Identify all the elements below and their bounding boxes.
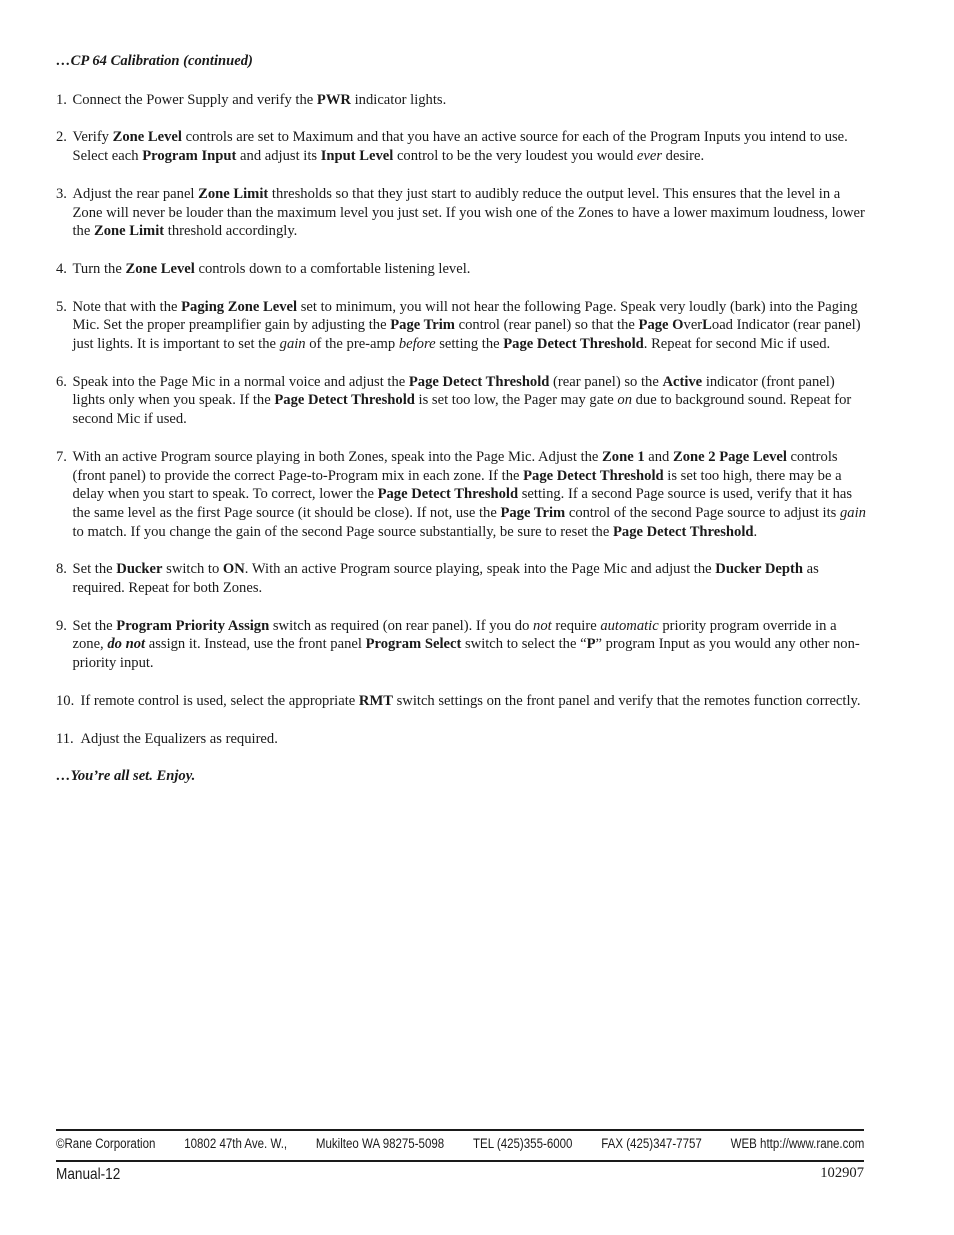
bold-term: Program Select <box>365 636 462 653</box>
step-item <box>56 185 866 241</box>
plain-text: to match. If you change the gain of the second Page source substantially, be sure to reset the <box>72 523 613 540</box>
calibration-steps <box>56 91 866 749</box>
plain-text: threshold accordingly. <box>164 223 298 240</box>
plain-text: and <box>644 448 673 465</box>
bold-term: Page Trim <box>500 504 566 521</box>
plain-text: control to be the very loudest you would <box>393 148 637 165</box>
bold-term: Zone 1 <box>602 448 645 465</box>
step-item <box>56 617 866 673</box>
bold-term: Zone Level <box>125 260 195 277</box>
plain-text: is set too low, the Pager may gate <box>414 392 618 409</box>
step-number: 11. <box>56 730 74 747</box>
document-code: 102907 <box>820 1165 864 1181</box>
plain-text: priority program override in a zone, <box>72 617 837 653</box>
bold-term: P <box>586 636 596 653</box>
plain-text: . <box>753 523 758 540</box>
section-heading: …CP 64 Calibration (continued) <box>56 53 253 69</box>
italic-term: gain <box>279 336 306 353</box>
plain-text: Turn the <box>72 260 126 277</box>
footer-contact-line <box>56 1136 864 1151</box>
italic-term: automatic <box>600 617 659 634</box>
step-text <box>73 692 867 711</box>
plain-text: indicator lights. <box>350 91 447 108</box>
bold-term: Program Input <box>142 148 237 165</box>
bold-term: Input Level <box>320 148 394 165</box>
footer-rule-bottom <box>56 1160 864 1162</box>
footer-city: Mukilteo WA 98275-5098 <box>315 1136 445 1151</box>
plain-text: . Repeat for second Mic if used. <box>643 336 831 353</box>
step-number: 1. <box>56 91 67 108</box>
plain-text: Adjust the Equalizers as required. <box>80 730 278 747</box>
step-number: 8. <box>56 561 67 578</box>
bold-term: Program Priority Assign <box>116 617 270 634</box>
plain-text: controls down to a comfortable listening level. <box>194 260 471 277</box>
italic-term: gain <box>839 504 866 521</box>
plain-text: indicator (front panel) lights only when you speak. If the <box>72 373 835 409</box>
step-number: 10. <box>56 692 75 709</box>
step-item <box>56 692 866 711</box>
step-text <box>73 298 867 354</box>
step-number: 6. <box>56 373 67 390</box>
step-item <box>56 730 866 749</box>
plain-text: Set the <box>72 561 117 578</box>
step-item <box>56 373 866 429</box>
bold-italic-term: do not <box>107 636 146 653</box>
plain-text: and adjust its <box>236 148 321 165</box>
footer-fax: FAX (425)347-7757 <box>601 1136 702 1151</box>
plain-text: oad Indicator (rear panel) just lights. It is important to set the <box>72 317 861 353</box>
step-item <box>56 560 866 597</box>
bold-term: Page Detect Threshold <box>377 486 519 503</box>
bold-term: Zone 2 Page Level <box>673 448 787 465</box>
step-item <box>56 298 866 354</box>
plain-text: is set too high, there may be a delay when you start to speak. To correct, lower the <box>72 467 842 503</box>
step-number: 5. <box>56 298 67 315</box>
italic-term: on <box>617 392 632 409</box>
plain-text: setting. If a second Page source is used, verify that it has the same level as the first Page source (it should be close). If not, use the <box>72 486 853 521</box>
plain-text: Note that with the <box>72 298 182 315</box>
closing-line: …You’re all set. Enjoy. <box>56 768 196 785</box>
bold-term: Ducker <box>116 561 163 578</box>
plain-text: If remote control is used, select the appropriate <box>80 692 359 709</box>
plain-text: switch as required (on rear panel). If you do <box>269 617 534 634</box>
bold-term: Page Trim <box>390 317 455 334</box>
plain-text: control (rear panel) so that the <box>454 317 639 334</box>
bold-term: Page Detect Threshold <box>612 523 754 540</box>
plain-text: Connect the Power Supply and verify the <box>72 91 317 108</box>
bold-term: Zone Limit <box>93 223 165 240</box>
footer-address: 10802 47th Ave. W., <box>184 1136 288 1151</box>
plain-text: switch settings on the front panel and verify that the remotes function correctly. <box>392 692 861 709</box>
step-text <box>73 91 867 110</box>
italic-term: before <box>398 336 436 353</box>
step-item <box>56 448 866 542</box>
bold-term: PWR <box>316 91 351 108</box>
plain-text: Set the <box>72 617 117 634</box>
step-text <box>73 185 867 241</box>
bold-term: Page Detect Threshold <box>503 336 644 353</box>
plain-text: control of the second Page source to adjust its <box>565 504 840 521</box>
step-item <box>56 128 866 165</box>
footer-rule-top <box>56 1129 864 1131</box>
italic-term: ever <box>636 148 663 165</box>
step-text <box>73 560 867 597</box>
plain-text: . With an active Program source playing, speak into the Page Mic and adjust the <box>244 561 716 578</box>
plain-text: due to background sound. Repeat for second Mic if used. <box>72 392 852 428</box>
step-item <box>56 260 866 279</box>
plain-text: require <box>551 617 601 634</box>
bold-term: Page Detect Threshold <box>274 392 415 409</box>
step-number: 7. <box>56 448 67 465</box>
step-text <box>73 260 867 279</box>
manual-page <box>56 52 866 786</box>
plain-text: ” program Input as you would any other non-priority input. <box>72 636 860 672</box>
bold-term: Page Detect Threshold <box>408 373 550 390</box>
italic-term: not <box>533 617 552 634</box>
plain-text: Verify <box>72 129 113 146</box>
plain-text: (rear panel) so the <box>549 373 663 390</box>
step-item <box>56 91 866 110</box>
footer-web: WEB http://www.rane.com <box>730 1136 865 1151</box>
plain-text: controls are set to Maximum and that you have an active source for each of the Program Inputs you intend to use. Select each <box>72 129 848 165</box>
step-number: 9. <box>56 617 67 634</box>
plain-text: of the pre-amp <box>305 336 399 353</box>
bold-term: L <box>702 317 712 334</box>
step-text <box>73 373 867 429</box>
plain-text: setting the <box>435 336 504 353</box>
step-number: 3. <box>56 185 67 202</box>
plain-text: set to minimum, you will not hear the following Page. Speak very loudly (bark) into the Paging Mic. Set the proper preamplifier gain by adjusting the <box>72 298 858 334</box>
step-number: 2. <box>56 129 67 146</box>
bold-term: Zone Level <box>112 129 182 146</box>
plain-text: Speak into the Page Mic in a normal voice and adjust the <box>72 373 409 390</box>
step-text <box>73 448 867 542</box>
step-text <box>73 617 867 673</box>
bold-term: Ducker Depth <box>715 561 803 578</box>
plain-text: desire. <box>662 148 705 165</box>
plain-text: Adjust the rear panel <box>72 185 199 202</box>
plain-text: switch to select the “ <box>461 636 587 653</box>
bold-term: Page O <box>638 317 684 334</box>
step-text <box>73 128 867 165</box>
bold-term: RMT <box>358 692 393 709</box>
bold-term: Paging Zone Level <box>181 298 298 315</box>
plain-text: thresholds so that they just start to audibly reduce the output level. This ensures that the level in a Zone will never be louder than the maximum level you just set. If you wish one of the Zones to have a lower maximum loudness, lower the <box>72 185 865 240</box>
manual-page-id: Manual-12 <box>56 1166 121 1183</box>
plain-text: as required. Repeat for both Zones. <box>72 561 819 597</box>
step-number: 4. <box>56 260 67 277</box>
bold-term: Zone Limit <box>198 185 269 202</box>
plain-text: assign it. Instead, use the front panel <box>145 636 366 653</box>
step-text <box>73 730 867 749</box>
plain-text: With an active Program source playing in both Zones, speak into the Page Mic. Adjust the <box>72 448 603 465</box>
footer-company: ©Rane Corporation <box>56 1136 156 1151</box>
bold-term: Page Detect Threshold <box>523 467 664 484</box>
footer-tel: TEL (425)355-6000 <box>472 1136 573 1151</box>
plain-text: ver <box>683 317 703 334</box>
plain-text: controls (front panel) to provide the correct Page-to-Program mix in each zone. If the <box>72 448 838 484</box>
bold-term: ON <box>222 561 245 578</box>
bold-term: Active <box>662 373 703 390</box>
plain-text: switch to <box>162 561 223 578</box>
